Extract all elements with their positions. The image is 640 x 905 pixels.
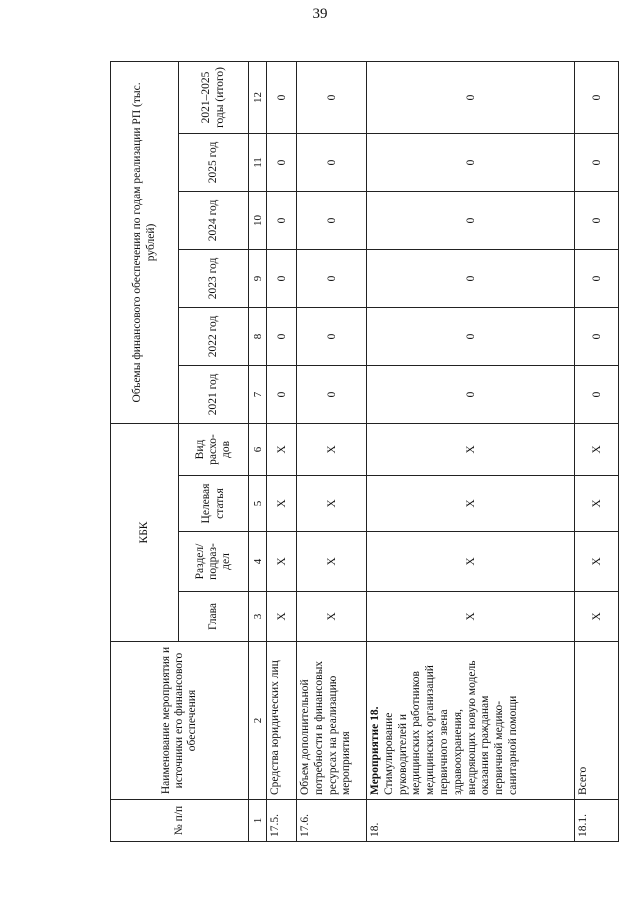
col-index: 9 <box>249 249 267 307</box>
value-cell: 0 <box>367 365 575 423</box>
value-cell: 0 <box>297 61 367 133</box>
kbk-cell: Х <box>297 592 367 642</box>
row-name-text: Всего <box>577 766 589 795</box>
value-cell: 0 <box>367 61 575 133</box>
row-number: 18. <box>367 800 575 842</box>
header-kbk-section: Раздел/ подраз-дел <box>179 532 249 592</box>
kbk-cell: Х <box>297 532 367 592</box>
value-cell: 0 <box>297 307 367 365</box>
value-cell: 0 <box>297 133 367 191</box>
value-cell: 0 <box>575 365 619 423</box>
page-number: 39 <box>312 6 328 22</box>
col-index: 7 <box>249 365 267 423</box>
value-cell: 0 <box>297 365 367 423</box>
kbk-cell: Х <box>575 423 619 475</box>
table-row <box>575 61 619 841</box>
column-index-row <box>249 61 267 841</box>
kbk-cell: Х <box>575 592 619 642</box>
row-name <box>575 642 619 800</box>
row-name-text: Объем дополнительной потребности в финансовых ресурсах на реализацию мероприятия <box>299 660 353 795</box>
row-name-text: Средства юридических лиц <box>269 660 281 795</box>
value-cell: 0 <box>267 365 297 423</box>
header-num: № п/п <box>111 800 249 842</box>
rotated-table-container <box>110 62 618 842</box>
value-cell: 0 <box>575 133 619 191</box>
row-number: 18.1. <box>575 800 619 842</box>
value-cell: 0 <box>367 191 575 249</box>
header-year-2021: 2021 год <box>179 365 249 423</box>
header-year-2022: 2022 год <box>179 307 249 365</box>
kbk-cell: Х <box>267 592 297 642</box>
value-cell: 0 <box>267 133 297 191</box>
header-kbk-chapter: Глава <box>179 592 249 642</box>
col-index: 12 <box>249 61 267 133</box>
kbk-cell: Х <box>367 476 575 532</box>
value-cell: 0 <box>367 249 575 307</box>
kbk-cell: Х <box>575 532 619 592</box>
row-name <box>297 642 367 800</box>
value-cell: 0 <box>267 191 297 249</box>
row-name-text: Стимулирование руководителей и медицинских работников медицинских организаций первичного звена здравоохранения, внедряющих новую модель оказания гражданам первичной медико-санитарной помощи <box>382 660 519 795</box>
header-volumes: Объемы финансового обеспечения по годам реализации РП (тыс. рублей) <box>111 61 179 423</box>
value-cell: 0 <box>297 191 367 249</box>
kbk-cell: Х <box>367 592 575 642</box>
header-year-2025: 2025 год <box>179 133 249 191</box>
header-name: Наименование мероприятия и источники его финансового обеспечения <box>111 642 249 800</box>
kbk-cell: Х <box>267 423 297 475</box>
col-index: 3 <box>249 592 267 642</box>
col-index: 1 <box>249 800 267 842</box>
row-number: 17.6. <box>297 800 367 842</box>
value-cell: 0 <box>367 133 575 191</box>
value-cell: 0 <box>267 249 297 307</box>
header-kbk: КБК <box>111 423 179 641</box>
col-index: 2 <box>249 642 267 800</box>
col-index: 4 <box>249 532 267 592</box>
kbk-cell: Х <box>367 423 575 475</box>
table-row <box>267 61 297 841</box>
table-row <box>297 61 367 841</box>
kbk-cell: Х <box>367 532 575 592</box>
value-cell: 0 <box>297 249 367 307</box>
value-cell: 0 <box>267 307 297 365</box>
value-cell: 0 <box>575 191 619 249</box>
value-cell: 0 <box>575 307 619 365</box>
col-index: 8 <box>249 307 267 365</box>
kbk-cell: Х <box>575 476 619 532</box>
header-year-2023: 2023 год <box>179 249 249 307</box>
value-cell: 0 <box>575 61 619 133</box>
financing-table <box>110 61 619 842</box>
value-cell: 0 <box>575 249 619 307</box>
header-year-total: 2021–2025 годы (итого) <box>179 61 249 133</box>
row-name <box>267 642 297 800</box>
table-row <box>367 61 575 841</box>
kbk-cell: Х <box>267 476 297 532</box>
header-year-2024: 2024 год <box>179 191 249 249</box>
col-index: 6 <box>249 423 267 475</box>
value-cell: 0 <box>267 61 297 133</box>
kbk-cell: Х <box>267 532 297 592</box>
kbk-cell: Х <box>297 423 367 475</box>
row-name <box>367 642 575 800</box>
value-cell: 0 <box>367 307 575 365</box>
header-kbk-target: Целевая статья <box>179 476 249 532</box>
row-title: Мероприятие 18. <box>369 706 381 795</box>
header-kbk-expense: Вид расхо-дов <box>179 423 249 475</box>
col-index: 10 <box>249 191 267 249</box>
col-index: 5 <box>249 476 267 532</box>
kbk-cell: Х <box>297 476 367 532</box>
row-number: 17.5. <box>267 800 297 842</box>
col-index: 11 <box>249 133 267 191</box>
